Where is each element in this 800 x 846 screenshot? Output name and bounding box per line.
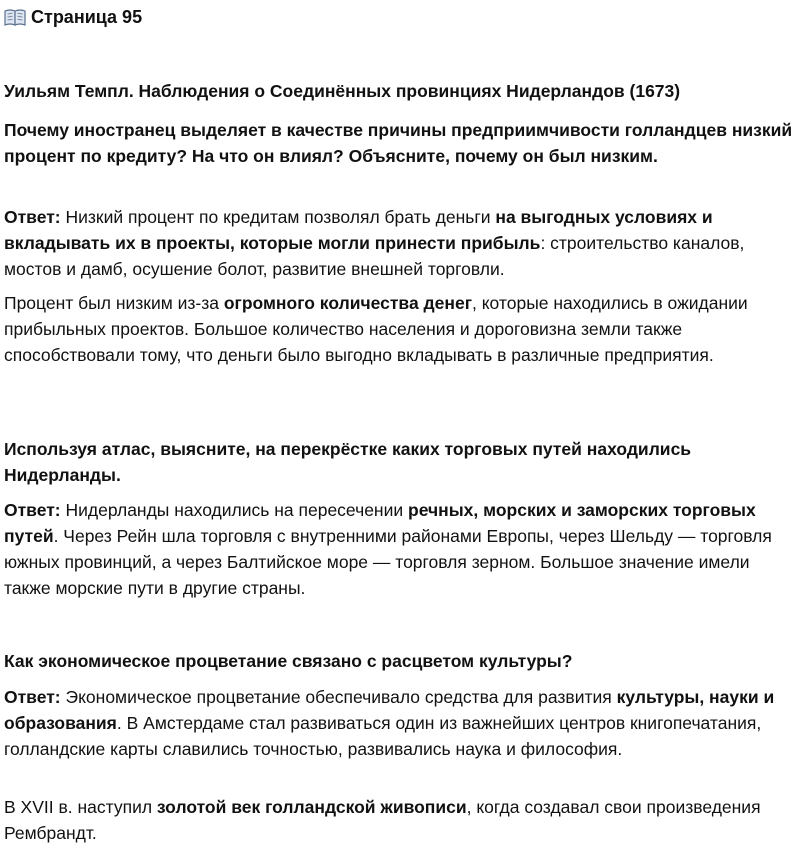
answer-1-paragraph-2 xyxy=(4,290,794,368)
answer-emphasis: речных, морских и заморских торговых путей xyxy=(4,500,756,546)
answer-label: Ответ: xyxy=(4,687,61,707)
answer-text: Процент был низким из-за xyxy=(4,293,224,313)
answer-2-paragraph-1 xyxy=(4,497,794,601)
answer-1-paragraph-1 xyxy=(4,204,794,282)
answer-label: Ответ: xyxy=(4,207,61,227)
answer-emphasis: на выгодных условиях и вкладывать их в проекты, которые могли принести прибыль xyxy=(4,207,713,253)
open-book-icon xyxy=(4,8,26,26)
page-header xyxy=(4,0,794,32)
answer-3-paragraph-2 xyxy=(4,794,794,846)
answer-text: Низкий процент по кредитам позволял брать деньги xyxy=(60,207,496,227)
answer-emphasis: культуры, науки и образования xyxy=(4,687,775,733)
answer-text: . Через Рейн шла торговля с внутренними районами Европы, через Шельду — торговля южных провинций, а через Балтийское море — торговля зерном. Большое значение имели также морские пути в другие страны. xyxy=(4,526,772,598)
page-title: Страница 95 xyxy=(31,7,143,27)
question-3: Как экономическое процветание связано с расцветом культуры? xyxy=(4,651,573,671)
answer-emphasis: огромного количества денег xyxy=(223,293,472,313)
answer-text: , когда создавал свои произведения Рембрандт. xyxy=(4,797,761,843)
answer-label: Ответ: xyxy=(4,500,61,520)
answer-3-paragraph-1 xyxy=(4,684,794,762)
answer-text: : строительство каналов, мостов и дамб, осушение болот, развитие внешней торговли. xyxy=(4,233,745,279)
question-1: Почему иностранец выделяет в качестве причины предприимчивости голландцев низкий процент по кредиту? На что он влиял? Объясните, почему он был низким. xyxy=(4,120,793,166)
answer-text: В XVII в. наступил xyxy=(4,797,157,817)
answer-text: Нидерланды находились на пересечении xyxy=(60,500,409,520)
question-2: Используя атлас, выясните, на перекрёстке каких торговых путей находились Нидерланды. xyxy=(4,439,692,485)
answer-text: , которые находились в ожидании прибыльных проектов. Большое количество населения и дороговизна земли также способствовали тому, что деньги было выгодно вкладывать в различные предприятия. xyxy=(4,293,748,365)
source-title: Уильям Темпл. Наблюдения о Соединённых провинциях Нидерландов (1673) xyxy=(4,81,681,101)
answer-text: . В Амстердаме стал развиваться один из важнейших центров книгопечатания, голландские карты славились точностью, развивались наука и философия. xyxy=(4,713,762,759)
answer-text: Экономическое процветание обеспечивало средства для развития xyxy=(60,687,617,707)
answer-emphasis: золотой век голландской живописи xyxy=(156,797,467,817)
